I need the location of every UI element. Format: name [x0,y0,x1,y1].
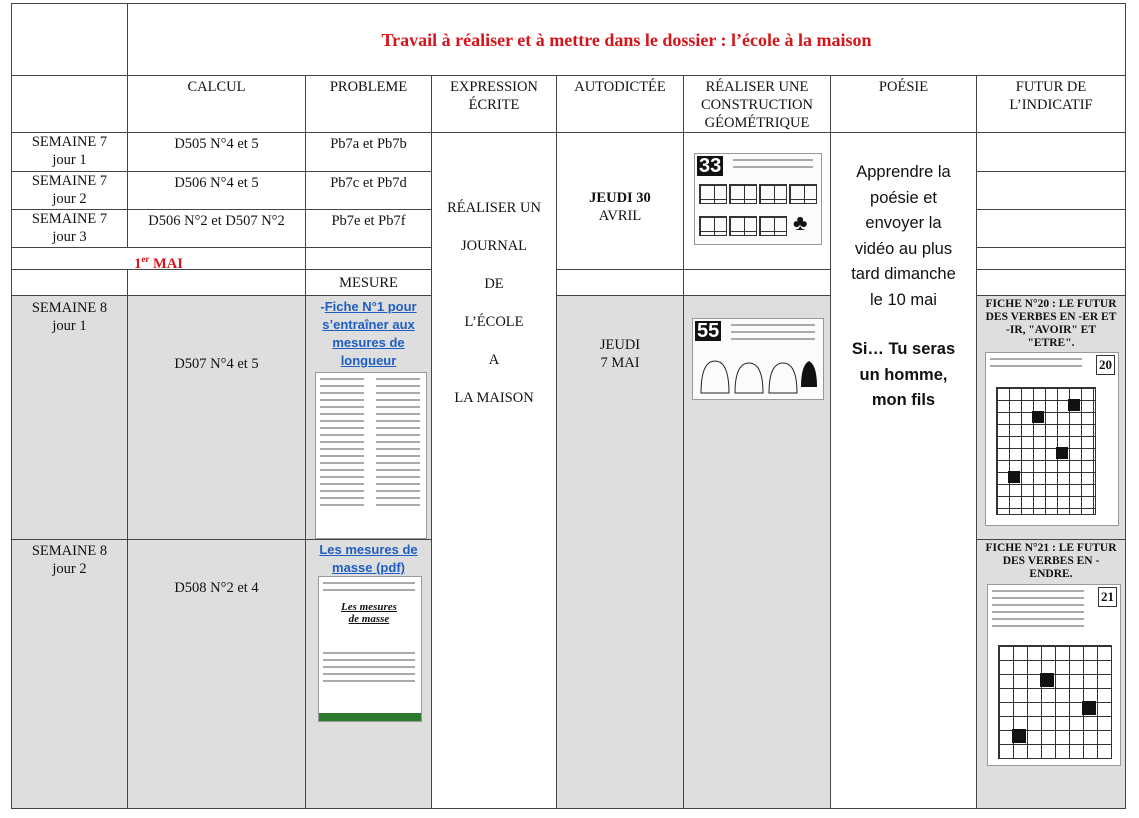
holiday-1er-mai [11,247,306,270]
journal-line: DE [484,276,504,292]
calcul-s8j2 [127,539,306,809]
day-num: jour 1 [52,152,87,168]
probleme-s7j2: Pb7c et Pb7d [305,171,432,210]
sheet-number: 33 [699,155,722,177]
construction-s7 [683,132,831,270]
day-label-s7j2 [11,171,128,210]
header-autodictee: AUTODICTÉE [556,75,684,133]
poem-title-line: un homme, [859,365,948,384]
poesie-line: tard dimanche [851,265,956,283]
spacer-day [11,269,128,296]
construction-figures [697,355,819,395]
day-week: SEMAINE 8 [31,300,108,316]
corner-cell [11,3,128,76]
probleme-s7j3: Pb7e et Pb7f [305,209,432,248]
header-calcul: CALCUL [127,75,306,133]
autodictee-date-2b: 7 MAI [600,355,640,371]
futur-s7j1 [976,132,1126,172]
sheet-number: 20 [1096,355,1115,375]
futur-mai [976,247,1126,270]
journal-line: JOURNAL [460,238,528,254]
construction-s8 [683,295,831,809]
day-week: SEMAINE 8 [31,543,108,559]
poesie-line: poésie et [870,188,937,207]
journal-line: LA MAISON [454,390,534,406]
poesie-line: envoyer la [865,214,942,232]
day-num: jour 1 [52,318,87,334]
mesure-header: MESURE [305,269,432,296]
day-label-s7j1 [11,132,128,172]
day-num: jour 3 [52,229,87,245]
header-poesie: POÉSIE [830,75,977,133]
autodictee-s8 [556,295,684,809]
header-probleme: PROBLEME [305,75,432,133]
sheet-number: 21 [1098,587,1117,607]
futur-s7j3 [976,209,1126,248]
fiche-21-title: FICHE N°21 : LE FUTUR DES VERBES EN -ENDRE. [985,542,1117,580]
header-expression: EXPRESSION ÉCRITE [431,75,557,133]
holiday-num: 1 [134,255,142,270]
day-week: SEMAINE 7 [31,173,108,189]
header-corner [11,75,128,133]
header-futur: FUTUR DE L’INDICATIF [976,75,1126,133]
construction-sheet-33[interactable] [694,153,822,245]
autodictee-date-1: JEUDI 30 [589,190,651,206]
futur-s8j2 [976,539,1126,809]
journal-line: A [488,352,500,368]
day-num: jour 2 [52,561,87,577]
day-num: jour 2 [52,191,87,207]
construction-spacer [683,269,831,296]
autodictee-date-2: JEUDI [599,337,641,353]
autodictee-date-1b: AVRIL [598,208,642,224]
mesure-s8j1 [305,295,432,540]
day-label-s7j3 [11,209,128,248]
futur-spacer [976,269,1126,296]
poesie-line: Apprendre la [856,163,951,181]
probleme-mai-cell [305,247,432,270]
holiday-word: MAI [149,255,183,270]
calcul-s8j1 [127,295,306,540]
poem-title-line: mon fils [871,391,936,409]
futur-s7j2 [976,171,1126,210]
day-label-s8j2 [11,539,128,809]
journal-line: RÉALISER UN [447,200,541,216]
sheet-number: 55 [697,320,720,342]
holiday-sup: er [141,254,150,264]
masse-thumb-title: Les mesures de masse [341,601,397,625]
poesie-line: le 10 mai [870,290,937,309]
journal-line: L’ÉCOLE [464,314,524,330]
construction-sheet-55[interactable] [692,318,824,400]
expression-journal [431,132,557,809]
club-icon: ♣ [793,210,808,235]
mesure-s8j2 [305,539,432,809]
probleme-s7j1: Pb7a et Pb7b [305,132,432,172]
calcul-s8j1-text: D507 N°4 et 5 [174,356,259,372]
fiche-21-preview[interactable] [987,584,1121,766]
header-construction: RÉALISER UNE CONSTRUCTION GÉOMÉTRIQUE [683,75,831,133]
fiche-20-preview[interactable] [985,352,1119,526]
calcul-s7j1: D505 N°4 et 5 [127,132,306,172]
poesie-cell [830,132,977,809]
calcul-s7j3: D506 N°2 et D507 N°2 [127,209,306,248]
calcul-s8j2-text: D508 N°2 et 4 [174,580,259,596]
futur-s8j1 [976,295,1126,540]
autodictee-spacer [556,269,684,296]
fiche-longueur-link[interactable]: Fiche N°1 pour s’entraîner aux mesures de longueur [322,299,417,368]
spacer-calcul [127,269,306,296]
fiche-20-title: FICHE N°20 : LE FUTUR DES VERBES EN -ER ET -IR, "AVOIR" ET "ETRE". [985,298,1117,349]
day-week: SEMAINE 7 [31,211,108,227]
autodictee-s7 [556,132,684,270]
link-prefix: - [320,299,325,314]
fiche-longueur-preview[interactable] [315,372,427,539]
day-week: SEMAINE 7 [31,134,108,150]
calcul-s7j2: D506 N°4 et 5 [127,171,306,210]
page-title: Travail à réaliser et à mettre dans le dossier : l’école à la maison [127,3,1126,76]
mesures-masse-link[interactable]: Les mesures de masse (pdf) [319,542,418,575]
day-label-s8j1 [11,295,128,540]
mesures-masse-preview[interactable] [318,576,422,722]
poesie-line: vidéo au plus [854,239,953,258]
poem-title-line: Si… Tu seras [851,340,956,358]
